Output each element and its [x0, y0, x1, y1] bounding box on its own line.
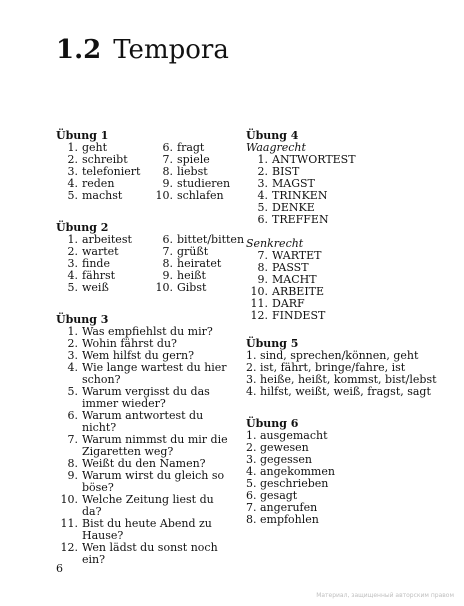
exercise-4-title: Übung 4: [246, 129, 299, 142]
list-item: 7. WARTET: [257, 249, 322, 262]
page-number: 6: [56, 562, 63, 575]
list-item: 5. DENKE: [257, 201, 315, 214]
list-item: 9. Warum wirst du gleich so böse?: [67, 469, 225, 494]
list-item: 9. MACHT: [257, 273, 317, 286]
list-item: 8. Weißt du den Namen?: [67, 457, 206, 470]
list-item: 2. BIST: [257, 165, 300, 178]
list-item: 8. empfohlen: [246, 513, 319, 526]
copyright-watermark: Материал, защищенный авторским правом: [316, 592, 454, 599]
list-item: 2. schreibt 7. spiele: [67, 153, 210, 166]
list-item: 3. telefoniert 8. liebst: [67, 165, 208, 178]
list-item: 1. Was empfiehlst du mir?: [67, 325, 213, 338]
list-item: 4. fährst 9. heißt: [67, 269, 206, 282]
section-number: 1.2: [56, 35, 102, 65]
list-item: 12. FINDEST: [250, 309, 326, 322]
exercise-6-title: Übung 6: [246, 417, 299, 430]
list-item: 3. heiße, heißt, kommst, bist/lebst: [246, 373, 437, 386]
subheading-senkrecht: Senkrecht: [246, 237, 304, 250]
list-item: 2. ist, fährt, bringe/fahre, ist: [246, 361, 406, 374]
list-item: 5. Warum vergisst du das immer wieder?: [67, 385, 210, 410]
list-item: 3. Wem hilfst du gern?: [67, 349, 195, 362]
list-item: 1. sind, sprechen/können, geht: [246, 349, 419, 362]
exercise-4: [246, 130, 426, 322]
list-item: 6. Warum antwortest du nicht?: [67, 409, 204, 434]
exercise-5-title: Übung 5: [246, 337, 299, 350]
list-item: 11. Bist du heute Abend zu Hause?: [60, 517, 212, 542]
exercise-3: [56, 314, 236, 566]
list-item: 10. Welche Zeitung liest du da?: [60, 493, 214, 518]
exercise-1-title: Übung 1: [56, 129, 109, 142]
list-item: 5. geschrieben: [246, 477, 329, 490]
list-item: 4. Wie lange wartest du hier schon?: [67, 361, 227, 386]
section-heading: [56, 32, 229, 68]
list-item: 6. gesagt: [246, 489, 298, 502]
list-item: 11. DARF: [250, 297, 305, 310]
subheading-waagrecht: Waagrecht: [246, 141, 306, 154]
exercise-1: [56, 130, 246, 202]
list-item: 6. TREFFEN: [257, 213, 329, 226]
list-item: 12. Wen lädst du sonst noch ein?: [60, 541, 218, 566]
exercise-5: [246, 338, 446, 398]
list-item: 4. angekommen: [246, 465, 335, 478]
list-item: 4. TRINKEN: [257, 189, 328, 202]
list-item: 3. gegessen: [246, 453, 312, 466]
section-title: Tempora: [113, 35, 229, 65]
list-item: 2. gewesen: [246, 441, 309, 454]
list-item: 2. Wohin fährst du?: [67, 337, 177, 350]
list-item: 1. arbeitest 6. bittet/bitten: [67, 233, 245, 246]
list-item: 2. wartet 7. grüßt: [67, 245, 209, 258]
list-item: 5. machst 10. schlafen: [67, 189, 224, 202]
list-item: 8. PASST: [257, 261, 309, 274]
list-item: 1. ANTWORTEST: [257, 153, 356, 166]
list-item: 10. ARBEITE: [250, 285, 325, 298]
list-item: 3. finde 8. heiratet: [67, 257, 222, 270]
exercise-3-title: Übung 3: [56, 313, 109, 326]
list-item: 1. ausgemacht: [246, 429, 328, 442]
list-item: 7. Warum nimmst du mir die Zigaretten weg?: [67, 433, 228, 458]
list-item: 4. hilfst, weißt, weiß, fragst, sagt: [246, 385, 431, 398]
list-item: 1. geht 6. fragt: [67, 141, 205, 154]
list-item: 4. reden 9. studieren: [67, 177, 231, 190]
exercise-2: [56, 222, 246, 294]
list-item: 3. MAGST: [257, 177, 315, 190]
exercise-2-title: Übung 2: [56, 221, 109, 234]
exercise-6: [246, 418, 426, 526]
list-item: 5. weiß 10. Gibst: [67, 281, 207, 294]
list-item: 7. angerufen: [246, 501, 318, 514]
